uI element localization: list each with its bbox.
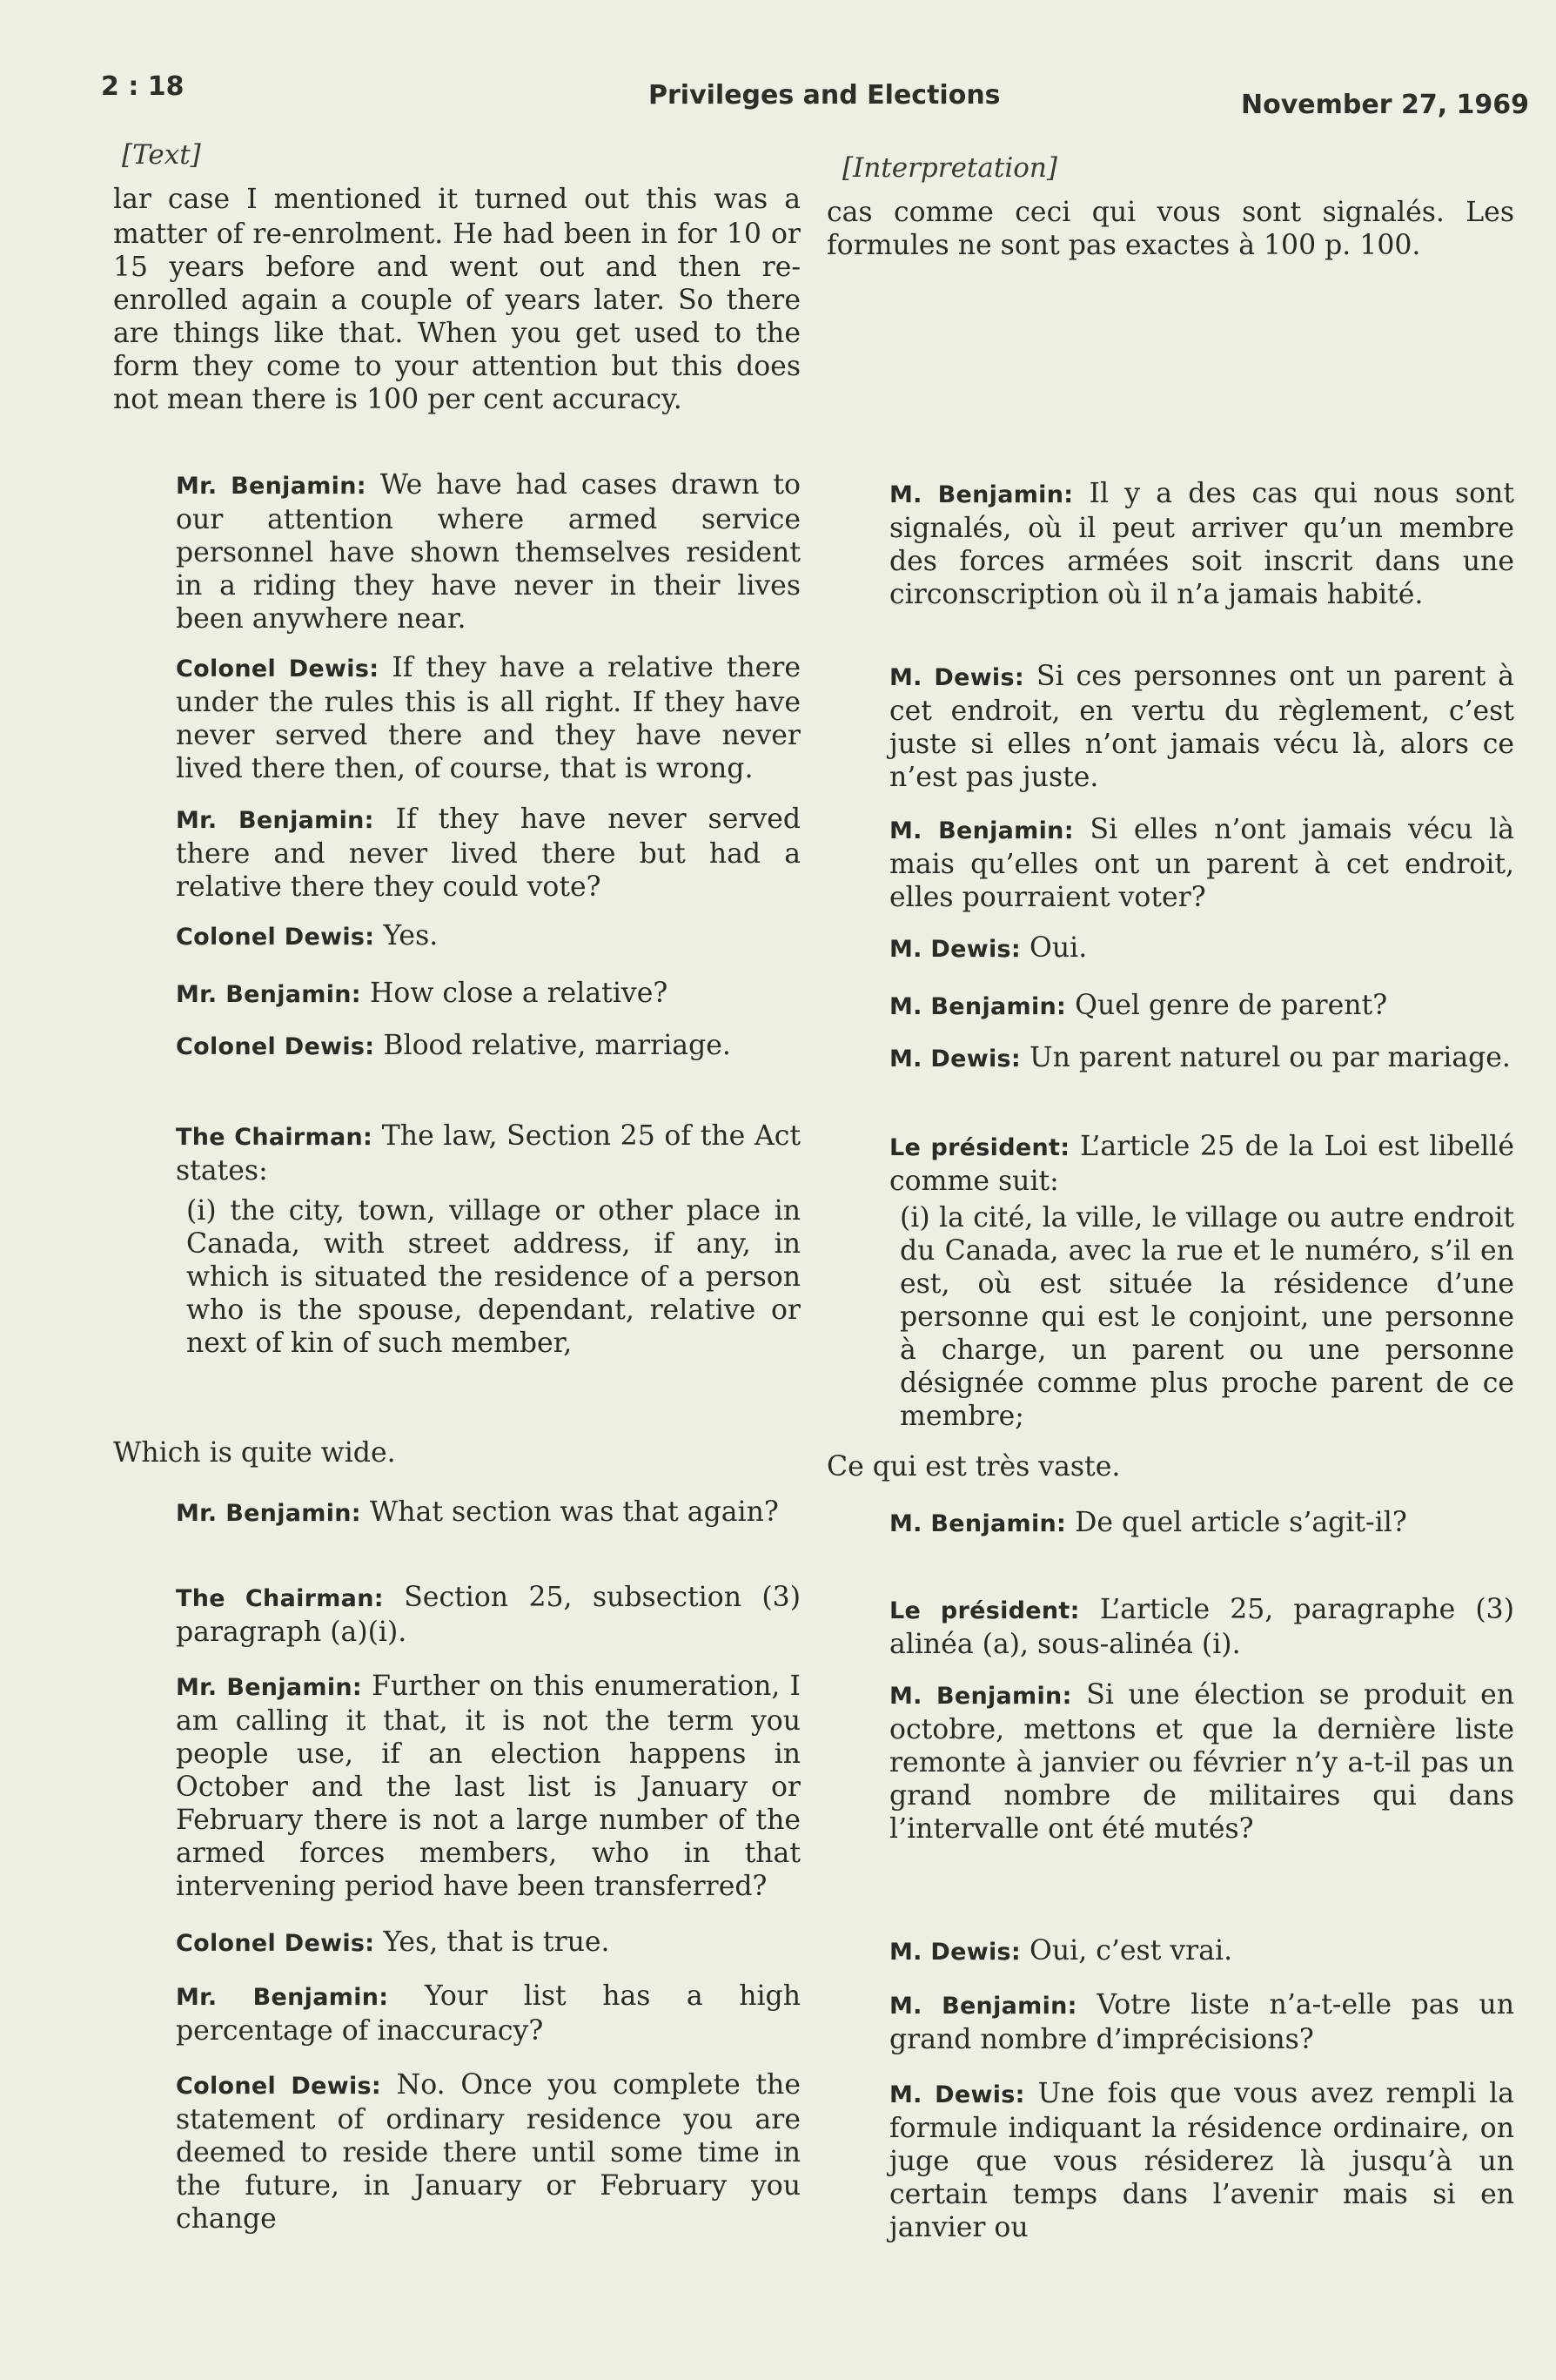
paragraph: Mr. Benjamin: Further on this enumeration, I am calling it that, it is not the term you people use, if an election happens in October and the last list is January or February there is not a large number of the armed forces members, who in that intervening period have been transferred? bbox=[176, 1671, 801, 1902]
speaker-label: M. Dewis: bbox=[889, 664, 1024, 691]
paragraph: cas comme ceci qui vous sont signalés. Les formules ne sont pas exactes à 100 p. 100. bbox=[827, 197, 1514, 261]
speaker-label: M. Benjamin: bbox=[889, 1683, 1072, 1710]
paragraph: M. Benjamin: Si elles n’ont jamais vécu là mais qu’elles ont un parent à cet endroit, elles pourraient voter? bbox=[889, 814, 1515, 913]
paragraph: Mr. Benjamin: Your list has a high percentage of inaccuracy? bbox=[176, 1980, 801, 2047]
paragraph: Colonel Dewis: Blood relative, marriage. bbox=[176, 1030, 731, 1061]
paragraph: The Chairman: Section 25, subsection (3) paragraph (a)(i). bbox=[176, 1582, 801, 1648]
speaker-label: Colonel Dewis: bbox=[176, 1930, 375, 1957]
paragraph: Mr. Benjamin: How close a relative? bbox=[176, 978, 668, 1009]
speaker-label: Colonel Dewis: bbox=[176, 656, 379, 682]
paragraph: M. Benjamin: Quel genre de parent? bbox=[889, 990, 1388, 1021]
speaker-label: The Chairman: bbox=[176, 1585, 384, 1612]
speaker-label: M. Benjamin: bbox=[889, 1510, 1067, 1537]
statute-quote: (i) the city, town, village or other place in Canada, with street address, if any, in which is situated the residence of a person who is the spouse, dependant, relative or next of kin of such member, bbox=[186, 1195, 801, 1359]
paragraph: Colonel Dewis: No. Once you complete the statement of ordinary residence you are deemed to reside there until some time in the future, in January or February you change bbox=[176, 2069, 801, 2235]
page-number: 2 : 18 bbox=[101, 71, 184, 102]
running-title: Privileges and Elections bbox=[648, 80, 1001, 111]
speaker-label: M. Dewis: bbox=[889, 1939, 1022, 1966]
paragraph: Ce qui est très vaste. bbox=[827, 1451, 1121, 1482]
speaker-label: Colonel Dewis: bbox=[176, 924, 375, 951]
right-column-label: [Interpretation] bbox=[842, 152, 1057, 184]
paragraph: Colonel Dewis: Yes. bbox=[176, 920, 439, 951]
speaker-label: Le président: bbox=[889, 1134, 1070, 1161]
page-date: November 27, 1969 bbox=[1241, 90, 1530, 120]
speaker-label: Colonel Dewis: bbox=[176, 1033, 375, 1060]
speaker-label: Mr. Benjamin: bbox=[176, 1500, 361, 1527]
paragraph: Colonel Dewis: If they have a relative there under the rules this is all right. If they have never served there and they have never lived there then, of course, that is wrong. bbox=[176, 652, 801, 784]
speaker-label: M. Benjamin: bbox=[889, 481, 1074, 508]
paragraph: The Chairman: The law, Section 25 of the Act states: bbox=[176, 1120, 801, 1187]
paragraph: M. Dewis: Oui, c’est vrai. bbox=[889, 1935, 1233, 1967]
speaker-label: M. Benjamin: bbox=[889, 1993, 1077, 2020]
paragraph: Mr. Benjamin: What section was that again? bbox=[176, 1496, 779, 1528]
paragraph: M. Benjamin: Votre liste n’a-t-elle pas un grand nombre d’imprécisions? bbox=[889, 1989, 1514, 2055]
speaker-label: Mr. Benjamin: bbox=[176, 1674, 363, 1701]
speaker-label: M. Benjamin: bbox=[889, 993, 1067, 1020]
paragraph: Mr. Benjamin: If they have never served there and never lived there but had a relative there they could vote? bbox=[176, 803, 801, 903]
speaker-label: M. Dewis: bbox=[889, 936, 1022, 963]
speaker-label: Mr. Benjamin: bbox=[176, 807, 374, 834]
paragraph: M. Benjamin: Si une élection se produit en octobre, mettons et que la dernière liste remonte à janvier ou février n’y a-t-il pas un grand nombre de militaires qui dans l’intervalle ont été mutés? bbox=[889, 1679, 1514, 1845]
speaker-label: M. Benjamin: bbox=[889, 817, 1074, 844]
speaker-label: Mr. Benjamin: bbox=[176, 1984, 389, 2011]
statute-quote: (i) la cité, la ville, le village ou autre endroit du Canada, avec la rue et le numéro, s’il en est, où est située la résidence d’une personne qui est le conjoint, une personne à charge, un parent ou une personne désignée comme plus proche parent de ce membre; bbox=[900, 1202, 1514, 1432]
speaker-label: Mr. Benjamin: bbox=[176, 981, 361, 1008]
paragraph: M. Dewis: Oui. bbox=[889, 932, 1088, 964]
paragraph: Which is quite wide. bbox=[113, 1437, 396, 1469]
speaker-label: M. Dewis: bbox=[889, 2081, 1025, 2108]
speaker-label: Le président: bbox=[889, 1597, 1080, 1624]
paragraph: M. Dewis: Une fois que vous avez rempli la formule indiquant la résidence ordinaire, on juge que vous résiderez là jusqu’à un certain temps dans l’avenir mais si en janvier ou bbox=[889, 2078, 1515, 2243]
paragraph: Le président: L’article 25, paragraphe (3) alinéa (a), sous-alinéa (i). bbox=[889, 1594, 1514, 1660]
paragraph: Le président: L’article 25 de la Loi est libellé comme suit: bbox=[889, 1131, 1514, 1197]
paragraph: M. Dewis: Si ces personnes ont un parent à cet endroit, en vertu du règlement, c’est juste si elles n’ont jamais vécu là, alors ce n’est pas juste. bbox=[889, 661, 1515, 793]
speaker-label: Colonel Dewis: bbox=[176, 2073, 381, 2100]
speaker-label: Mr. Benjamin: bbox=[176, 473, 366, 500]
speaker-label: M. Dewis: bbox=[889, 1045, 1022, 1072]
paragraph: lar case I mentioned it turned out this was a matter of re-enrolment. He had been in for 10 or 15 years before and went out and then re-enrolled again a couple of years later. So there are things like that. When you get used to the form they come to your attention but this does not mean there is 100 per cent accuracy. bbox=[113, 184, 801, 415]
paragraph: M. Benjamin: De quel article s’agit-il? bbox=[889, 1507, 1407, 1538]
paragraph: M. Benjamin: Il y a des cas qui nous sont signalés, où il peut arriver qu’un membre des forces armées soit inscrit dans une circonscription où il n’a jamais habité. bbox=[889, 478, 1514, 610]
paragraph: Colonel Dewis: Yes, that is true. bbox=[176, 1926, 610, 1958]
paragraph: Mr. Benjamin: We have had cases drawn to our attention where armed service personnel have shown themselves resident in a riding they have never in their lives been anywhere near. bbox=[176, 469, 801, 635]
speaker-label: The Chairman: bbox=[176, 1124, 373, 1151]
paragraph: M. Dewis: Un parent naturel ou par mariage. bbox=[889, 1042, 1511, 1073]
left-column-label: [Text] bbox=[122, 139, 201, 171]
